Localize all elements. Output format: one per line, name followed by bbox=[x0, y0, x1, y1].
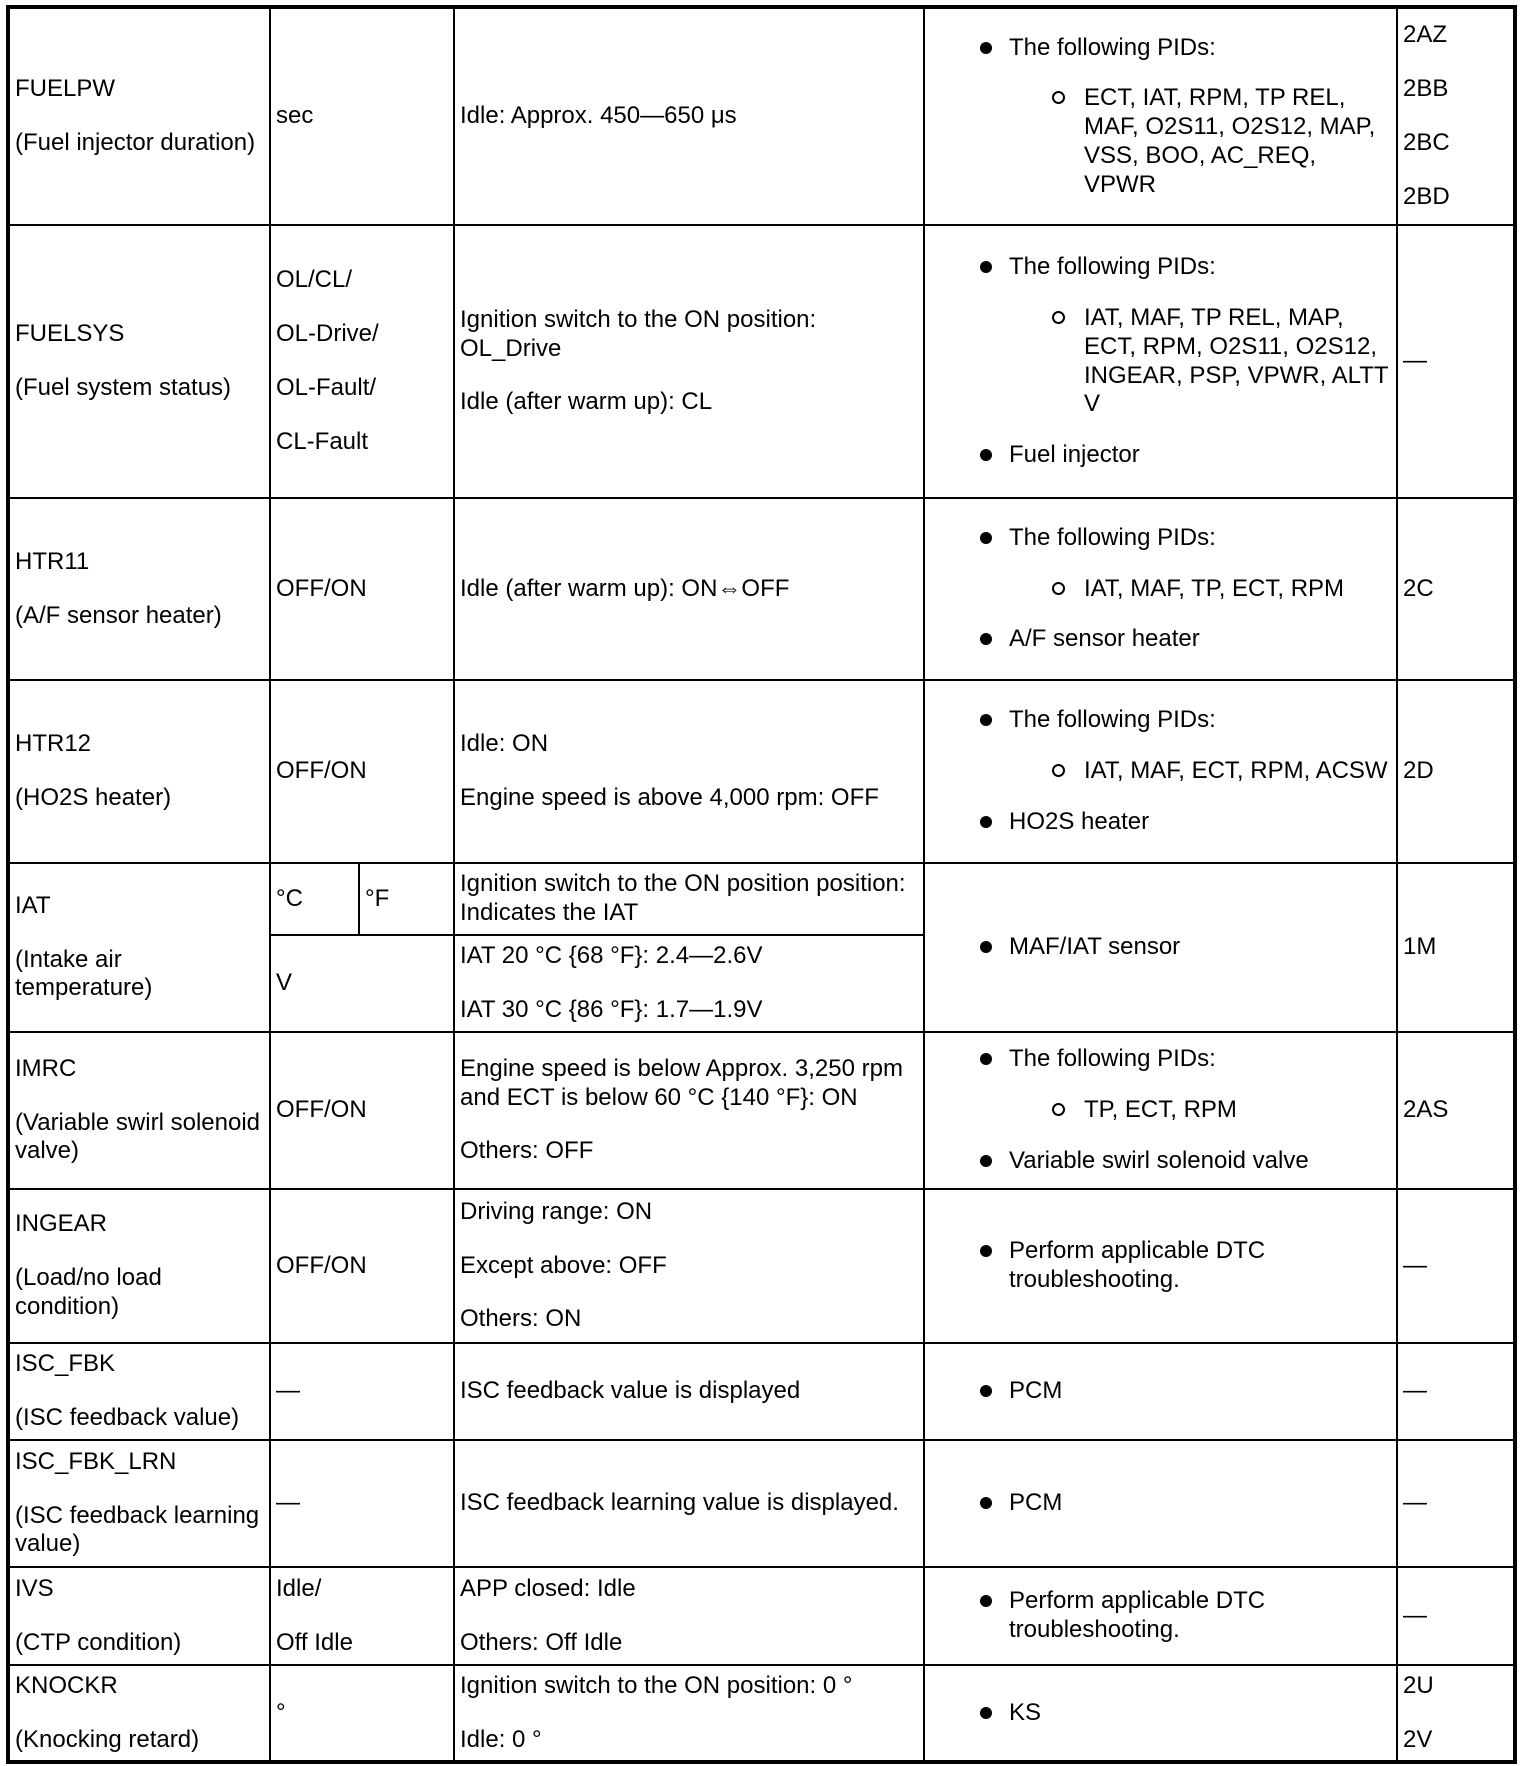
pid-name: IVS bbox=[15, 1574, 54, 1602]
inspection-cell bbox=[924, 1665, 1397, 1762]
unit-value: OL/CL/ bbox=[276, 266, 353, 294]
table-row-ivs bbox=[8, 1567, 1515, 1665]
bullet-item: The following PIDs: bbox=[930, 1045, 1391, 1074]
unit-cell bbox=[270, 7, 454, 225]
pid-name: HTR12 bbox=[15, 730, 92, 758]
table-row-htr12 bbox=[8, 680, 1515, 863]
condition-cell bbox=[454, 680, 924, 863]
table-row-htr11 bbox=[8, 498, 1515, 680]
pid-name-cell bbox=[8, 498, 270, 680]
terminal-code: — bbox=[1403, 347, 1427, 375]
pid-name-cell bbox=[8, 7, 270, 225]
bullet-item: Perform applicable DTC troubleshooting. bbox=[930, 1587, 1391, 1645]
pid-name: IMRC bbox=[15, 1054, 77, 1082]
pid-name: KNOCKR bbox=[15, 1671, 118, 1699]
pid-description: (ISC feedback learning value) bbox=[15, 1501, 260, 1558]
unit-value: °C bbox=[276, 884, 303, 912]
unit-value: OFF/ON bbox=[276, 1096, 367, 1124]
bullet-item: PCM bbox=[930, 1489, 1391, 1518]
terminal-code: 2BB bbox=[1403, 75, 1449, 103]
pcm-terminal-cell bbox=[1397, 1189, 1515, 1343]
terminal-code: 2AZ bbox=[1403, 21, 1448, 49]
terminal-code: 2U bbox=[1403, 1671, 1434, 1699]
pid-name-cell bbox=[8, 1032, 270, 1189]
sub-bullet-item: TP, ECT, RPM bbox=[930, 1096, 1391, 1125]
pid-name: FUELPW bbox=[15, 75, 116, 103]
condition-text: ISC feedback learning value is displayed. bbox=[460, 1489, 899, 1517]
condition-text: Others: OFF bbox=[460, 1137, 594, 1165]
condition-cell bbox=[454, 1440, 924, 1567]
unit-cell-fahrenheit bbox=[359, 863, 454, 935]
inspection-cell bbox=[924, 498, 1397, 680]
pid-name: FUELSYS bbox=[15, 320, 125, 348]
bullet-item: Perform applicable DTC troubleshooting. bbox=[930, 1237, 1391, 1295]
pid-name-cell bbox=[8, 225, 270, 498]
pid-name: INGEAR bbox=[15, 1210, 108, 1238]
pid-name-cell bbox=[8, 1343, 270, 1440]
condition-cell bbox=[454, 225, 924, 498]
unit-value: ° bbox=[276, 1698, 286, 1726]
pcm-terminal-cell bbox=[1397, 680, 1515, 863]
condition-text: Engine speed is above 4,000 rpm: OFF bbox=[460, 784, 879, 811]
table-row-fuelpw bbox=[8, 7, 1515, 225]
table-row-knockr bbox=[8, 1665, 1515, 1762]
unit-value: V bbox=[276, 969, 293, 997]
condition-cell bbox=[454, 1567, 924, 1665]
inspection-cell bbox=[924, 1189, 1397, 1343]
unit-value: sec bbox=[276, 102, 314, 130]
unit-cell-celsius bbox=[270, 863, 359, 935]
unit-cell bbox=[270, 1567, 454, 1665]
pid-description: (Fuel injector duration) bbox=[15, 129, 256, 156]
condition-cell bbox=[454, 7, 924, 225]
condition-cell bbox=[454, 1665, 924, 1762]
unit-value: — bbox=[276, 1377, 300, 1405]
sub-bullet-item: IAT, MAF, TP REL, MAP, ECT, RPM, O2S11, O2S12, INGEAR, PSP, VPWR, ALTT V bbox=[930, 304, 1391, 419]
condition-cell bbox=[454, 1189, 924, 1343]
pid-name: ISC_FBK bbox=[15, 1350, 116, 1378]
inspection-cell bbox=[924, 225, 1397, 498]
pcm-terminal-cell bbox=[1397, 863, 1515, 1032]
pid-name-cell bbox=[8, 863, 270, 1032]
pid-description: (Knocking retard) bbox=[15, 1725, 200, 1753]
terminal-code: 2V bbox=[1403, 1725, 1433, 1753]
pid-description: (Intake air temperature) bbox=[15, 945, 153, 1002]
table-row-iat bbox=[8, 863, 1515, 935]
condition-cell bbox=[454, 1343, 924, 1440]
unit-cell bbox=[270, 225, 454, 498]
condition-text: Ignition switch to the ON position position: Indicates the IAT bbox=[460, 870, 906, 926]
bullet-item: The following PIDs: bbox=[930, 524, 1391, 553]
inspection-cell bbox=[924, 680, 1397, 863]
sub-bullet-item: IAT, MAF, ECT, RPM, ACSW bbox=[930, 757, 1391, 786]
pid-name-cell bbox=[8, 680, 270, 863]
terminal-code: 2D bbox=[1403, 757, 1434, 785]
pcm-terminal-cell bbox=[1397, 498, 1515, 680]
pcm-terminal-cell bbox=[1397, 1032, 1515, 1189]
table-row-ingear bbox=[8, 1189, 1515, 1343]
unit-cell bbox=[270, 1343, 454, 1440]
inspection-cell bbox=[924, 1567, 1397, 1665]
condition-cell bbox=[454, 863, 924, 935]
unit-value: OL-Drive/ bbox=[276, 320, 379, 348]
pid-description: (Variable swirl solenoid valve) bbox=[15, 1108, 260, 1165]
unit-value: OFF/ON bbox=[276, 1251, 367, 1279]
terminal-code: 2C bbox=[1403, 574, 1434, 602]
pid-description: (CTP condition) bbox=[15, 1628, 182, 1656]
bullet-item: HO2S heater bbox=[930, 808, 1391, 837]
terminal-code: 2AS bbox=[1403, 1096, 1449, 1124]
pid-description: (HO2S heater) bbox=[15, 784, 172, 811]
sub-bullet-item: IAT, MAF, TP, ECT, RPM bbox=[930, 575, 1391, 604]
terminal-code: — bbox=[1403, 1601, 1427, 1629]
condition-text: Driving range: ON bbox=[460, 1197, 653, 1225]
condition-text: Others: Off Idle bbox=[460, 1628, 623, 1656]
condition-text: Ignition switch to the ON position: 0 ° bbox=[460, 1671, 853, 1699]
terminal-code: — bbox=[1403, 1489, 1427, 1517]
inspection-cell bbox=[924, 7, 1397, 225]
pid-description: (A/F sensor heater) bbox=[15, 601, 222, 629]
bullet-item: The following PIDs: bbox=[930, 253, 1391, 282]
bullet-item: Fuel injector bbox=[930, 441, 1391, 470]
condition-cell bbox=[454, 498, 924, 680]
pid-monitor-table bbox=[6, 5, 1517, 1764]
bullet-item: Variable swirl solenoid valve bbox=[930, 1147, 1391, 1176]
condition-text: APP closed: Idle bbox=[460, 1574, 636, 1602]
pid-name-cell bbox=[8, 1189, 270, 1343]
pcm-terminal-cell bbox=[1397, 1343, 1515, 1440]
pid-description: (ISC feedback value) bbox=[15, 1404, 240, 1431]
pid-name: HTR11 bbox=[15, 547, 90, 575]
bullet-item: The following PIDs: bbox=[930, 706, 1391, 735]
bullet-item: KS bbox=[930, 1699, 1391, 1728]
unit-value: °F bbox=[365, 884, 390, 912]
unit-cell bbox=[270, 1665, 454, 1762]
unit-value: OFF/ON bbox=[276, 757, 367, 785]
bullet-item: PCM bbox=[930, 1377, 1391, 1406]
inspection-cell bbox=[924, 1440, 1397, 1567]
bullet-item: MAF/IAT sensor bbox=[930, 933, 1391, 962]
pid-name: ISC_FBK_LRN bbox=[15, 1447, 177, 1475]
unit-cell-voltage bbox=[270, 935, 454, 1032]
terminal-code: 1M bbox=[1403, 933, 1437, 961]
pid-description: (Load/no load condition) bbox=[15, 1264, 162, 1320]
bullet-item: A/F sensor heater bbox=[930, 625, 1391, 654]
terminal-code: 2BD bbox=[1403, 182, 1450, 210]
unit-cell bbox=[270, 1032, 454, 1189]
pcm-terminal-cell bbox=[1397, 225, 1515, 498]
condition-text: IAT 20 °C {68 °F}: 2.4—2.6V bbox=[460, 942, 763, 970]
condition-text: IAT 30 °C {86 °F}: 1.7—1.9V bbox=[460, 996, 763, 1023]
table-row-fuelsys bbox=[8, 225, 1515, 498]
condition-cell bbox=[454, 935, 924, 1032]
condition-text: Others: ON bbox=[460, 1305, 582, 1333]
condition-text: Engine speed is below Approx. 3,250 rpm and ECT is below 60 °C {140 °F}: ON bbox=[460, 1054, 903, 1111]
unit-value: CL-Fault bbox=[276, 427, 369, 455]
table-row-isc-fbk-lrn bbox=[8, 1440, 1515, 1567]
condition-text: Ignition switch to the ON position: OL_Drive bbox=[460, 305, 817, 362]
condition-text: Idle: ON bbox=[460, 730, 549, 758]
unit-value: Off Idle bbox=[276, 1628, 353, 1656]
bullet-item: The following PIDs: bbox=[930, 34, 1391, 63]
unit-value: — bbox=[276, 1489, 300, 1517]
unit-cell bbox=[270, 498, 454, 680]
inspection-cell bbox=[924, 863, 1397, 1032]
terminal-code: 2BC bbox=[1403, 129, 1450, 156]
pid-name: IAT bbox=[15, 891, 51, 919]
pid-name-cell bbox=[8, 1440, 270, 1567]
pid-name-cell bbox=[8, 1567, 270, 1665]
table-row-isc-fbk bbox=[8, 1343, 1515, 1440]
pcm-terminal-cell bbox=[1397, 1567, 1515, 1665]
pcm-terminal-cell bbox=[1397, 1665, 1515, 1762]
condition-text: Except above: OFF bbox=[460, 1251, 667, 1279]
terminal-code: — bbox=[1403, 1377, 1427, 1405]
condition-text: Idle: Approx. 450—650 μs bbox=[460, 102, 737, 130]
pcm-terminal-cell bbox=[1397, 7, 1515, 225]
unit-cell bbox=[270, 1189, 454, 1343]
unit-cell bbox=[270, 680, 454, 863]
unit-value: OL-Fault/ bbox=[276, 374, 377, 401]
condition-text: Idle (after warm up): ON⇔OFF bbox=[460, 574, 790, 602]
unit-value: OFF/ON bbox=[276, 574, 367, 602]
table-row-imrc bbox=[8, 1032, 1515, 1189]
inspection-cell bbox=[924, 1032, 1397, 1189]
condition-cell bbox=[454, 1032, 924, 1189]
condition-text: Idle: 0 ° bbox=[460, 1725, 542, 1753]
pid-monitor-table-page bbox=[6, 5, 1517, 1764]
terminal-code: — bbox=[1403, 1251, 1427, 1279]
unit-value: Idle/ bbox=[276, 1574, 322, 1602]
sub-bullet-item: ECT, IAT, RPM, TP REL, MAF, O2S11, O2S12, MAP, VSS, BOO, AC_REQ, VPWR bbox=[930, 84, 1391, 199]
pid-description: (Fuel system status) bbox=[15, 374, 232, 401]
condition-text: ISC feedback value is displayed bbox=[460, 1377, 801, 1405]
inspection-cell bbox=[924, 1343, 1397, 1440]
condition-text: Idle (after warm up): CL bbox=[460, 388, 713, 416]
unit-cell bbox=[270, 1440, 454, 1567]
pcm-terminal-cell bbox=[1397, 1440, 1515, 1567]
pid-name-cell bbox=[8, 1665, 270, 1762]
